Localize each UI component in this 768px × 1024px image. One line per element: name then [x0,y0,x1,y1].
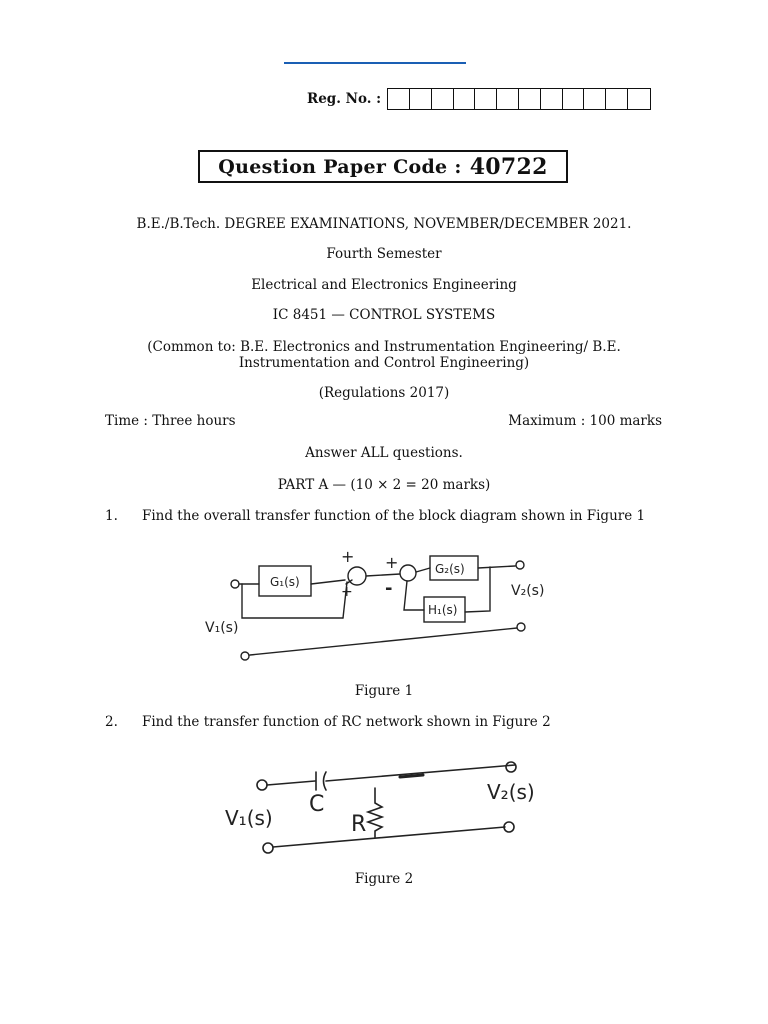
degree-line: B.E./B.Tech. DEGREE EXAMINATIONS, NOVEMBER/DECEMBER 2021. [136,216,632,232]
resistor-label: R [351,812,367,837]
reg-no-label: Reg. No. : [307,91,382,107]
figure-1-block-diagram [195,540,555,665]
reg-no-boxes [387,88,651,110]
question-text: Find the transfer function of RC network shown in Figure 2 [142,714,551,730]
reg-no-box[interactable] [541,89,563,109]
g1-label: G₁(s) [270,575,300,589]
reg-no-box[interactable] [475,89,497,109]
time-marks-row [105,413,662,429]
v1-label: V₁(s) [205,620,239,636]
question-number: 2. [105,714,118,730]
reg-no-box[interactable] [519,89,541,109]
capacitor-label: C [309,792,325,817]
common-to-line-1: (Common to: B.E. Electronics and Instrumentation Engineering/ B.E. [147,339,621,355]
reg-no-box[interactable] [584,89,606,109]
maximum-marks: Maximum : 100 marks [508,413,662,429]
question-number: 1. [105,508,118,524]
question-paper-code-number: 40722 [469,153,548,180]
reg-no-box[interactable] [388,89,410,109]
minus-sign: - [385,578,393,599]
semester: Fourth Semester [326,246,442,262]
plus-sign: + [341,584,353,600]
reg-no-box[interactable] [563,89,585,109]
summing-junction-1 [348,567,366,585]
reg-no-box[interactable] [432,89,454,109]
question-2 [105,714,551,730]
v2-label: V₂(s) [511,583,545,599]
input-terminal-top [257,780,267,790]
part-a-heading: PART A — (10 × 2 = 20 marks) [277,477,491,493]
question-paper-code-label: Question Paper Code : [218,155,462,178]
reg-no-box[interactable] [497,89,519,109]
reg-no-box[interactable] [410,89,432,109]
plus-sign: + [341,547,355,566]
reg-no-box[interactable] [606,89,628,109]
ground-terminal-right [517,623,525,631]
department: Electrical and Electronics Engineering [251,277,517,293]
summing-junction-2 [400,565,416,581]
ground-terminal-left [241,652,249,660]
h1-label: H₁(s) [428,603,458,617]
g2-label: G₂(s) [435,562,465,576]
input-terminal-bottom [263,843,273,853]
question-paper-code-box [198,150,568,183]
exam-duration: Time : Three hours [105,413,236,429]
v2-label: V₂(s) [487,780,535,804]
reg-no-box[interactable] [628,89,650,109]
top-rule [284,62,466,64]
output-terminal-top [516,561,524,569]
reg-no-row [307,88,651,110]
regulations: (Regulations 2017) [318,385,450,401]
output-terminal-top [506,762,516,772]
figure-2-caption: Figure 2 [354,871,414,887]
input-terminal [231,580,239,588]
common-to-line-2: Instrumentation and Control Engineering) [238,355,530,371]
v1-label: V₁(s) [225,806,273,830]
instruction: Answer ALL questions. [305,445,463,461]
figure-2-rc-network [215,755,555,865]
question-1 [105,508,645,524]
reg-no-box[interactable] [454,89,476,109]
figure-1-caption: Figure 1 [354,683,414,699]
question-text: Find the overall transfer function of the block diagram shown in Figure 1 [142,508,646,524]
resistor [368,788,382,837]
course-title: IC 8451 — CONTROL SYSTEMS [272,307,496,323]
plus-sign: + [385,553,399,572]
